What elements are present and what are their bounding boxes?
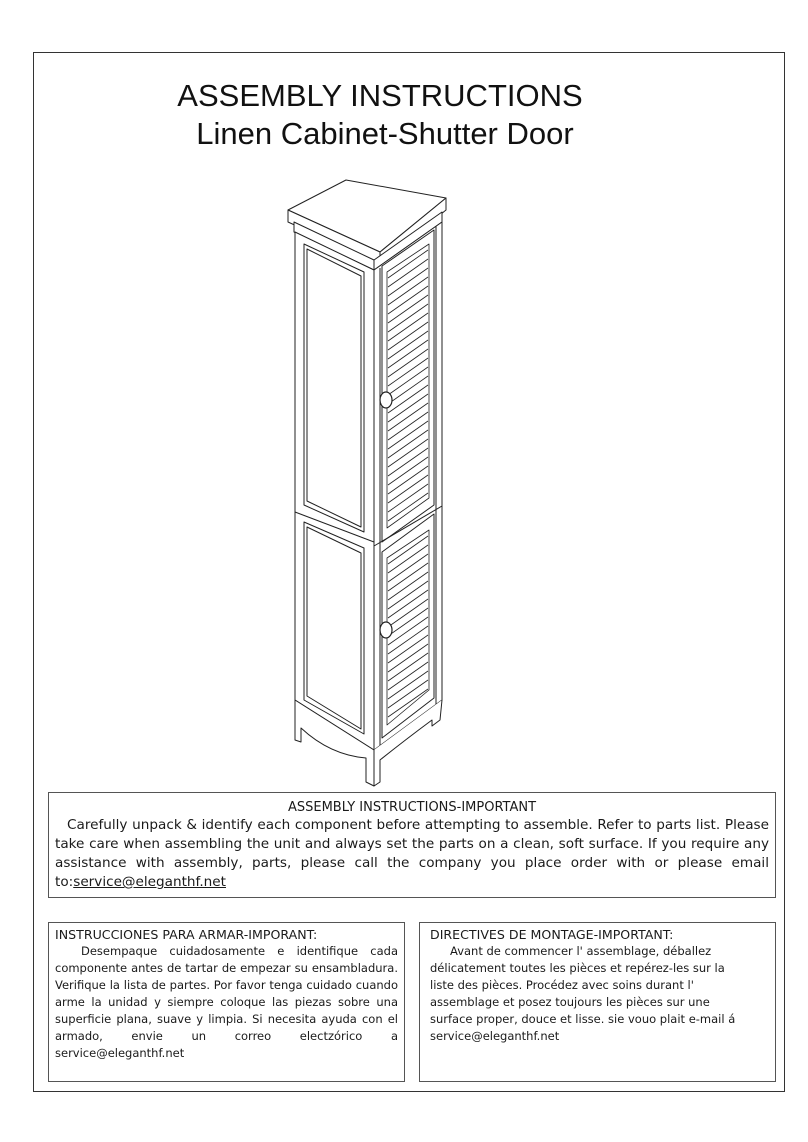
french-notice-body: Avant de commencer l' assemblage, déballez délicatement toutes les pièces et repérez-les sur la liste des pièces. Procédez avec soins durant l' assemblage et posez toujours les pièces sur une surface proper, douce et lisse. sie vouo plait e-mail á service@eleganthf.net [430, 944, 736, 1043]
spanish-notice-body: Desempaque cuidadosamente e identifique cada componente antes de tartar de empezar su ensambladura. Verifique la lista de partes. Por favor tenga cuidado cuando arme la unidad y siempre coloque las piezas sobre una superficie plana, suave y limpia. Si necesita ayuda con el armado, envie un correo electzórico a service@eleganthf.net [55, 944, 398, 1060]
linen-cabinet-illustration [270, 160, 490, 792]
support-email-link[interactable]: service@eleganthf.net [73, 874, 226, 890]
main-notice-body [55, 816, 769, 892]
main-notice-heading: ASSEMBLY INSTRUCTIONS-IMPORTANT [287, 800, 537, 815]
french-instructions-box [419, 922, 776, 1082]
page-title: ASSEMBLY INSTRUCTIONS [177, 78, 583, 113]
french-notice-heading: DIRECTIVES DE MONTAGE-IMPORTANT: [430, 927, 674, 942]
assembly-instructions-important-box [48, 792, 776, 898]
page-subtitle: Linen Cabinet-Shutter Door [196, 116, 574, 151]
spanish-instructions-box [48, 922, 405, 1082]
spanish-notice-heading: INSTRUCCIONES PARA ARMAR-IMPORANT: [55, 927, 318, 942]
main-notice-text: Carefully unpack & identify each component before attempting to assemble. Refer to parts list. Please take care when assembling the unit and always set the parts on a clean, soft surface. If you require any assistance with assembly, parts, please call the company you place order with or please email to: [55, 817, 769, 890]
